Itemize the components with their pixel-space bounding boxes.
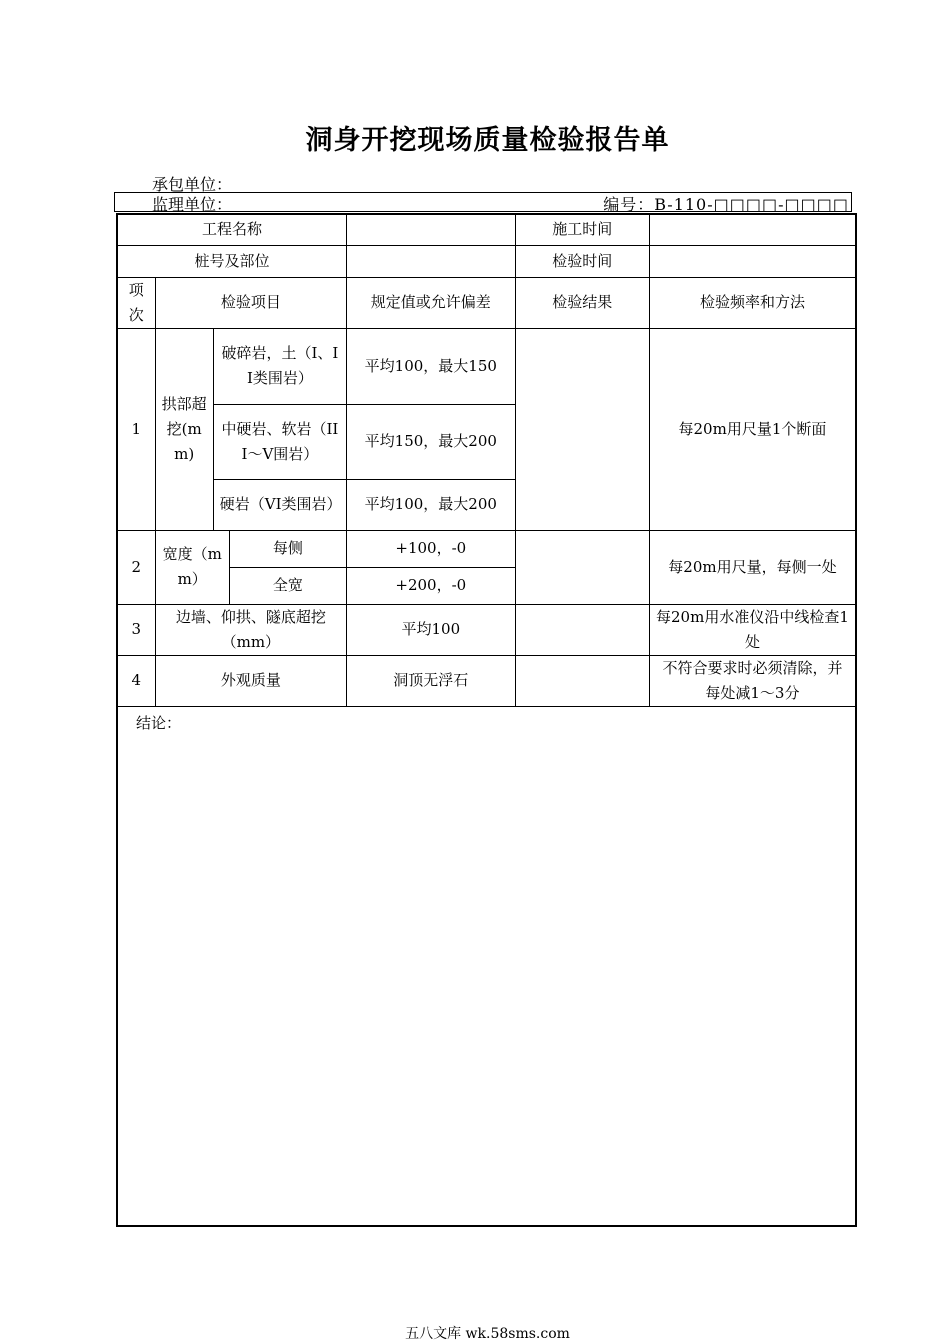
conclusion-cell[interactable] [117,706,856,1226]
row2-sub1-label: 每侧 [229,530,346,567]
project-name-value[interactable] [347,214,515,245]
row1-sub3-label: 硬岩（VI类围岩） [213,479,346,530]
row1-no: 1 [117,328,155,530]
row2-sub2-label: 全宽 [229,567,346,604]
supervisor-label: 监理单位： [152,195,233,214]
row1-method: 每20m用尺量1个断面 [649,328,856,530]
row1-sub3-spec: 平均100，最大200 [347,479,515,530]
row4-no: 4 [117,655,155,706]
project-name-label: 工程名称 [117,214,347,245]
footer-watermark: 五八文库 wk.58sms.com [405,1326,570,1342]
inspection-table [116,213,857,1227]
row4-method: 不符合要求时必须清除，并每处减1～3分 [649,655,856,706]
row1-sub1-spec: 平均100，最大150 [347,328,515,404]
row1-sub2-spec: 平均150，最大200 [347,404,515,479]
station-label: 桩号及部位 [117,245,347,277]
row3-no: 3 [117,604,155,655]
row3-result[interactable] [515,604,649,655]
form-code: 编号：B-110-□□□□-□□□□ [603,195,849,214]
row3-method: 每20m用水准仪沿中线检查1处 [649,604,856,655]
row1-sub2-label: 中硬岩、软岩（III～V围岩） [213,404,346,479]
supervisor-code-bar [114,192,852,212]
row2-result[interactable] [515,530,649,604]
page-title: 洞身开挖现场质量检验报告单 [305,125,670,156]
col-item: 检验项目 [155,277,347,328]
station-value[interactable] [347,245,515,277]
row2-method: 每20m用尺量，每侧一处 [649,530,856,604]
row2-sub1-spec: +100，-0 [347,530,515,567]
col-spec: 规定值或允许偏差 [347,277,515,328]
row1-name: 拱部超挖(mm) [155,328,213,530]
row3-spec: 平均100 [347,604,515,655]
row4-spec: 洞顶无浮石 [347,655,515,706]
construction-time-label: 施工时间 [515,214,649,245]
row2-sub2-spec: +200，-0 [347,567,515,604]
col-method: 检验频率和方法 [649,277,856,328]
row1-result[interactable] [515,328,649,530]
row1-sub1-label: 破碎岩，土（I、II类围岩） [213,328,346,404]
conclusion-label: 结论： [136,713,182,732]
row4-result[interactable] [515,655,649,706]
row2-name: 宽度（mm） [155,530,229,604]
construction-time-value[interactable] [649,214,856,245]
row2-no: 2 [117,530,155,604]
inspection-time-label: 检验时间 [515,245,649,277]
contractor-line: 承包单位： [152,175,233,194]
col-result: 检验结果 [515,277,649,328]
row4-name: 外观质量 [155,655,347,706]
row3-name: 边墙、仰拱、隧底超挖（mm） [155,604,347,655]
inspection-time-value[interactable] [649,245,856,277]
col-item-no: 项次 [117,277,155,328]
